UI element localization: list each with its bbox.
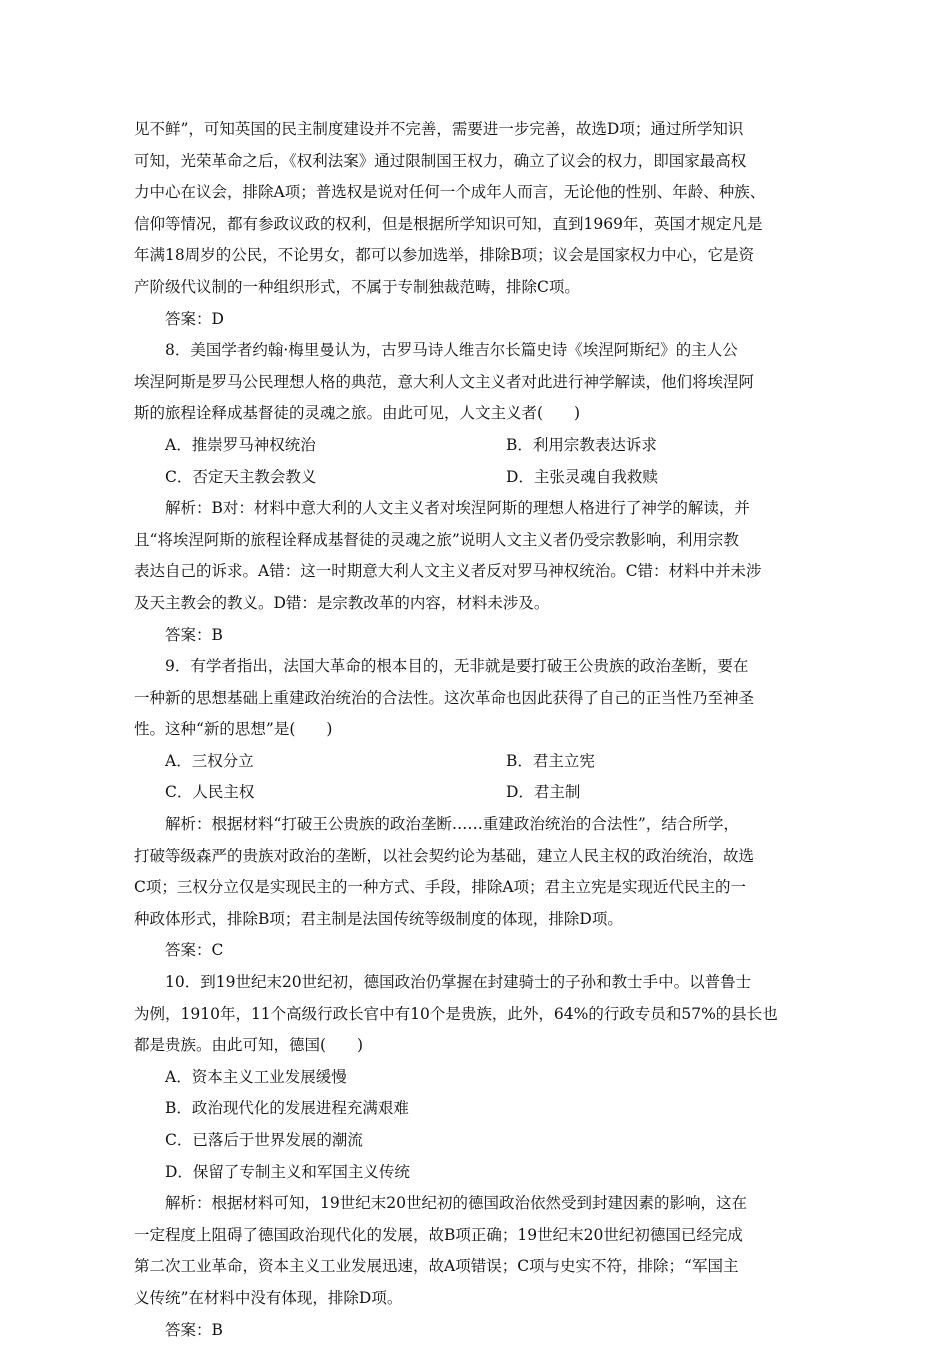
option-c: C．人民主权 <box>165 783 255 802</box>
text-line: 9．有学者指出，法国大革命的根本目的，无非就是要打破王公贵族的政治垄断，要在 <box>165 657 749 676</box>
q10-analysis <box>134 1188 816 1314</box>
text-line: 解析：根据材料“打破王公贵族的政治垄断……重建政治统治的合法性”，结合所学， <box>165 815 739 834</box>
option-b: B．君主立宪 <box>506 751 595 770</box>
q9-answer: 答案：C <box>165 941 224 960</box>
text-line: 为例，1910年，11个高级行政长官中有10个是贵族，此外，64%的行政专员和57%的县长也 <box>134 1004 778 1023</box>
option-d: D．君主制 <box>506 783 581 802</box>
q9-options <box>134 746 816 809</box>
option-c: C．否定天主教会教义 <box>165 467 317 486</box>
option-a: A．推崇罗马神权统治 <box>165 435 316 454</box>
document-page <box>134 114 816 1346</box>
text-line: 8．美国学者约翰·梅里曼认为，古罗马诗人维吉尔长篇史诗《埃涅阿斯纪》的主人公 <box>165 341 738 360</box>
text-line: 年满18周岁的公民，不论男女，都可以参加选举，排除B项；议会是国家权力中心，它是资 <box>134 246 755 265</box>
option-d: D．保留了专制主义和军国主义传统 <box>165 1162 410 1181</box>
option-c: C．已落后于世界发展的潮流 <box>165 1131 363 1149</box>
option-d: D．主张灵魂自我救赎 <box>506 467 658 486</box>
text-line: 种政体形式，排除B项；君主制是法国传统等级制度的体现，排除D项。 <box>134 909 623 928</box>
q7-analysis <box>134 114 816 304</box>
q9-stem <box>134 651 816 746</box>
text-line: 及天主教会的教义。D错：是宗教改革的内容，材料未涉及。 <box>134 593 550 612</box>
text-line: 表达自己的诉求。A错：这一时期意大利人文主义者反对罗马神权统治。C错：材料中并未涉 <box>134 562 762 581</box>
q10-answer: 答案：B <box>165 1320 223 1339</box>
text-line: 都是贵族。由此可知，德国( ) <box>134 1036 364 1055</box>
text-line: 产阶级代议制的一种组织形式，不属于专制独裁范畴，排除C项。 <box>134 277 580 296</box>
option-b: B．利用宗教表达诉求 <box>506 435 657 454</box>
q7-answer: 答案：D <box>165 309 224 328</box>
text-line: 一种新的思想基础上重建政治统治的合法性。这次革命也因此获得了自己的正当性乃至神圣 <box>134 688 755 707</box>
q8-stem <box>134 335 816 430</box>
text-line: 一定程度上阻碍了德国政治现代化的发展，故B项正确；19世纪末20世纪初德国已经完成 <box>134 1225 743 1244</box>
text-line: 解析：B对：材料中意大利的人文主义者对埃涅阿斯的理想人格进行了神学的解读，并 <box>165 499 750 518</box>
text-line: 力中心在议会，排除A项；普选权是说对任何一个成年人而言，无论他的性别、年龄、种族、 <box>134 183 766 202</box>
q10-stem <box>134 967 816 1062</box>
q9-analysis <box>134 809 816 935</box>
text-line: 埃涅阿斯是罗马公民理想人格的典范，意大利人文主义者对此进行神学解读，他们将埃涅阿 <box>134 372 755 391</box>
text-line: 且“将埃涅阿斯的旅程诠释成基督徒的灵魂之旅”说明人文主义者仍受宗教影响，利用宗教 <box>134 530 739 549</box>
text-line: 可知，光荣革命之后，《权利法案》通过限制国王权力，确立了议会的权力，即国家最高权 <box>134 151 747 170</box>
text-line: 性。这种“新的思想”是( ) <box>134 720 333 739</box>
text-line: 斯的旅程诠释成基督徒的灵魂之旅。由此可见，人文主义者( ) <box>134 404 581 423</box>
text-line: 打破等级森严的贵族对政治的垄断，以社会契约论为基础，建立人民主权的政治统治，故选 <box>134 846 755 865</box>
option-a: A．资本主义工业发展缓慢 <box>165 1067 347 1086</box>
q8-analysis <box>134 493 816 619</box>
text-line: C项；三权分立仅是实现民主的一种方式、手段，排除A项；君主立宪是实现近代民主的一 <box>134 878 747 897</box>
text-line: 解析：根据材料可知，19世纪末20世纪初的德国政治依然受到封建因素的影响，这在 <box>165 1194 747 1213</box>
text-line: 义传统”在材料中没有体现，排除D项。 <box>134 1288 403 1307</box>
q8-answer: 答案：B <box>165 625 223 644</box>
text-line: 第二次工业革命，资本主义工业发展迅速，故A项错误；C项与史实不符，排除；“军国主 <box>134 1257 739 1276</box>
option-a: A．三权分立 <box>165 751 254 770</box>
text-line: 10．到19世纪末20世纪初，德国政治仍掌握在封建骑士的子孙和教士手中。以普鲁士 <box>165 973 752 992</box>
q10-options <box>134 1062 816 1188</box>
text-line: 见不鲜”，可知英国的民主制度建设并不完善，需要进一步完善，故选D项；通过所学知识 <box>134 120 744 138</box>
q8-options <box>134 430 816 493</box>
option-b: B．政治现代化的发展进程充满艰难 <box>165 1099 409 1118</box>
text-line: 信仰等情况，都有参政议政的权利，但是根据所学知识可知，直到1969年，英国才规定凡是 <box>134 214 763 233</box>
